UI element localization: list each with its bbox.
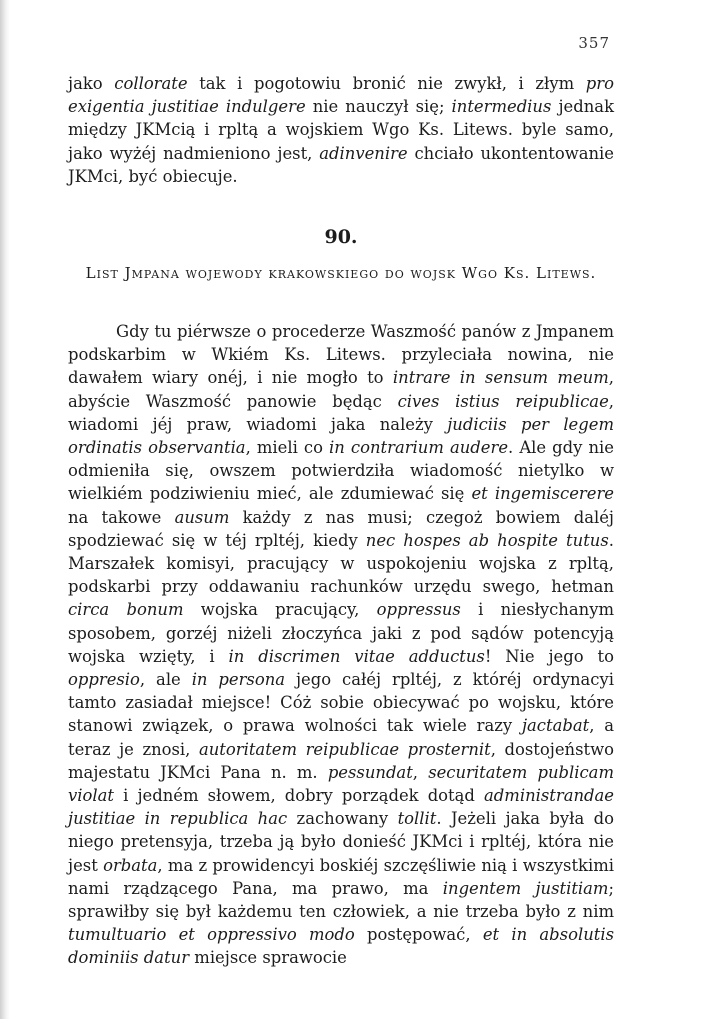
text-run: chciało ukontentowanie JKMci, być obiecuje. — [68, 143, 615, 186]
main-paragraph — [68, 320, 614, 970]
text-run: jego całéj rpltéj, z któréj ordynacyi tamto zasiadał miejsce! Cóż sobie obiecywać po wojsku, które stanowi związek, o prawa wolności tak wiele razy — [68, 670, 614, 736]
latin-phrase: et in absolutis dominiis datur — [68, 925, 614, 968]
latin-phrase: intrare in sensum meum — [392, 368, 609, 388]
text-run: nie nauczył się; — [305, 97, 452, 117]
latin-phrase: nec hospes ab hospite tutus — [365, 530, 609, 550]
text-run: . Marszałek komisyi, pracujący w uspokojeniu wojska z rpltą, podskarbi przy oddawaniu rachunków urzędu swego, hetman — [68, 530, 614, 597]
latin-phrase: collorate — [114, 74, 188, 93]
text-run: , ale — [139, 670, 192, 690]
intro-paragraph-text — [68, 72, 614, 188]
latin-phrase: intermedius — [451, 97, 552, 117]
text-run: ! Nie jego to — [484, 646, 614, 666]
latin-phrase: oppresio — [68, 670, 140, 690]
latin-phrase: ausum — [174, 507, 230, 527]
latin-phrase: cives istius reipublicae — [397, 391, 609, 411]
text-run: każdy z nas musi; czegoż bowiem daléj spodziewać się w téj rpltéj, kiedy — [68, 507, 614, 550]
text-run: , wiadomi jéj praw, wiadomi jaka należy — [68, 391, 615, 434]
text-run: miejsce sprawocie — [189, 948, 347, 968]
latin-phrase: tumultuario et oppressivo modo — [68, 925, 355, 945]
latin-phrase: autoritatem reipublicae prosternit — [198, 739, 491, 759]
text-run: , mieli co — [245, 438, 330, 458]
letter-title: List Jmpana wojewody krakowskiego do wojsk Wgo Ks. Litews. — [85, 264, 597, 282]
latin-phrase: pro exigentia justitiae indulgere — [68, 74, 614, 117]
latin-phrase: tollit — [397, 809, 437, 829]
text-run: , abyście Waszmość panowie będąc — [68, 368, 614, 411]
text-run: postępować, — [354, 925, 483, 945]
latin-phrase: ingentem justitiam — [442, 878, 609, 898]
latin-phrase: administrandae justitiae in republica hac — [68, 786, 614, 829]
latin-phrase: in contrarium audere — [329, 438, 509, 458]
latin-phrase: jactabat — [521, 716, 590, 736]
page-number: 357 — [578, 34, 610, 52]
text-run: na takowe — [68, 507, 175, 527]
text-run: i niesłychanym sposobem, gorzéj niżeli złoczyńca jaki z pod sądów potencyją wojska wzięty, i — [68, 600, 614, 666]
text-run: i jedném słowem, dobry porządek dotąd — [113, 786, 485, 806]
latin-phrase: securitatem publicam violat — [68, 762, 614, 806]
intro-paragraph — [68, 72, 614, 188]
latin-phrase: in persona — [191, 670, 286, 690]
text-run: jednak między JKMcią i rpltą a wojskiem Wgo Ks. Litews. byle samo, jako wyżéj nadmieniono jest, — [68, 97, 614, 163]
latin-phrase: circa bonum — [68, 600, 184, 620]
latin-phrase: judiciis per legem ordinatis observantia — [68, 414, 614, 458]
text-run: . Ale gdy nie odmieniła się, owszem potwierdziła wiadomość nietylko w wielkiém podziwieniu mieć, ale zdumiewać się — [68, 438, 614, 504]
latin-phrase: in discrimen vitae adductus — [228, 646, 485, 666]
text-run: , a teraz je znosi, — [68, 716, 614, 759]
latin-phrase: orbata — [103, 855, 158, 875]
text-run: wojska pracujący, — [183, 600, 377, 620]
letter-number: 90. — [324, 226, 358, 248]
text-run: , dostojeństwo majestatu JKMci Pana n. m. — [68, 739, 614, 782]
latin-phrase: pessundat — [327, 762, 413, 782]
text-run: . Jeżeli jaka była do niego pretensyja, trzeba ją było donieść JKMci i rpltéj, która nie jest — [68, 809, 614, 875]
latin-phrase: et ingemiscerere — [471, 484, 614, 504]
text-run: , — [412, 762, 429, 782]
latin-phrase: adinvenire — [319, 143, 408, 163]
text-run: Gdy tu piérwsze o procederze Waszmość panów z Jmpanem podskarbim w Wkiém Ks. Litews. przyleciała nowina, nie dawałem wiary onéj, i nie mogło to — [68, 322, 614, 388]
text-run: ; sprawiłby się był każdemu ten człowiek, a nie trzeba było z nim — [68, 878, 614, 922]
text-run: tak i pogotowiu bronić nie zwykł, i złym — [187, 74, 586, 93]
text-run: jako — [68, 74, 115, 93]
text-run: zachowany — [287, 809, 398, 829]
page-binding-edge — [0, 0, 10, 1019]
latin-phrase: oppressus — [376, 600, 461, 620]
main-paragraph-text — [68, 320, 614, 970]
text-run: , ma z prowidencyi boskiéj szczęśliwie nią i wszystkimi nami rządzącego Pana, ma prawo, ma — [68, 855, 614, 898]
